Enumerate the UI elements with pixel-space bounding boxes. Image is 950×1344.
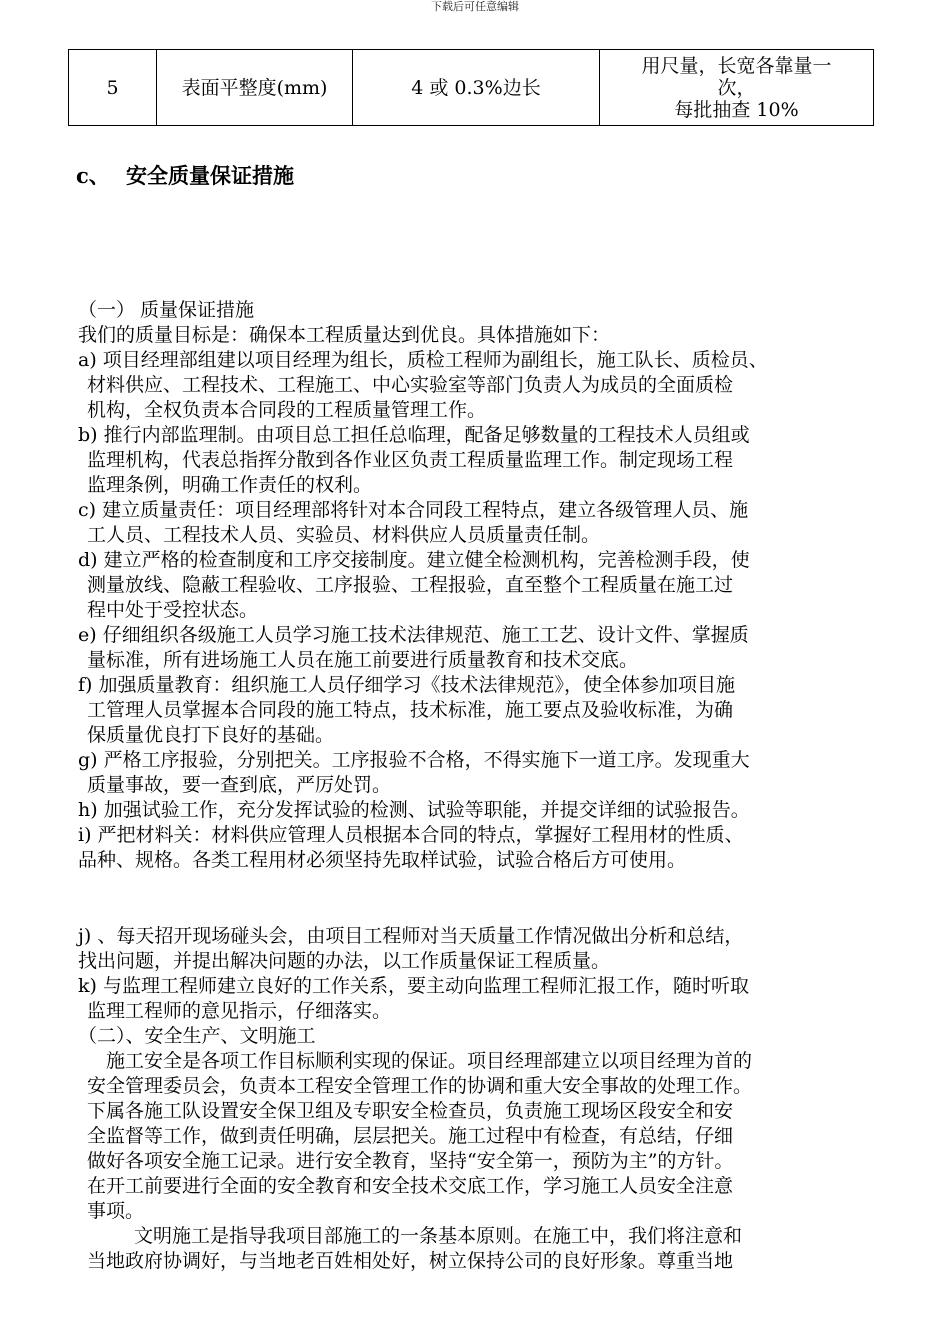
measure-line: 测量放线、隐蔽工程验收、工序报验、工程报验，直至整个工程质量在施工过 (87, 574, 734, 596)
quality-section-continued (78, 924, 878, 1274)
section-label: c、 (76, 163, 110, 188)
quality-section (78, 298, 878, 873)
measure-line: c) 建立质量责任：项目经理部将针对本合同段工程特点，建立各级管理人员、施 (78, 499, 749, 521)
measure-line: d) 建立严格的检查制度和工序交接制度。建立健全检测机构，完善检测手段，使 (78, 549, 750, 571)
paragraph-line: 下属各施工队设置安全保卫组及专职安全检查员，负责施工现场区段安全和安 (87, 1100, 734, 1122)
table-cell-index: 5 (69, 50, 157, 126)
page-header: 下载后可任意编辑 (431, 0, 519, 13)
measure-line: 材料供应、工程技术、工程施工、中心实验室等部门负责人为成员的全面质检 (87, 374, 734, 396)
civilized-construction-paragraph (78, 1224, 878, 1274)
safety-paragraph (78, 1049, 878, 1224)
measure-list (78, 348, 878, 873)
section-title: 安全质量保证措施 (126, 163, 294, 188)
measure-line: e) 仔细组织各级施工人员学习施工技术法律规范、施工工艺、设计文件、掌握质 (78, 624, 749, 646)
intro-line: 我们的质量目标是：确保本工程质量达到优良。具体措施如下： (78, 324, 611, 346)
paragraph-line: 全监督等工作，做到责任明确，层层把关。施工过程中有检查，有总结，仔细 (87, 1125, 734, 1147)
paragraph-line: 施工安全是各项工作目标顺利实现的保证。项目经理部建立以项目经理为首的 (106, 1050, 753, 1072)
measure-line: 工管理人员掌握本合同段的施工特点，技术标准，施工要点及验收标准，为确 (87, 699, 734, 721)
table-cell-item: 表面平整度(mm) (157, 50, 353, 126)
measure-line: 监理机构，代表总指挥分散到各作业区负责工程质量监理工作。制定现场工程 (87, 449, 734, 471)
subsection-heading: （一） 质量保证措施 (78, 299, 255, 321)
measure-line: 找出问题，并提出解决问题的办法，以工作质量保证工程质量。 (78, 950, 611, 972)
measure-line: a) 项目经理部组建以项目经理为组长，质检工程师为副组长，施工队长、质检员、 (78, 349, 768, 371)
measure-line: 机构，全权负责本合同段的工程质量管理工作。 (87, 399, 487, 421)
measure-line: b) 推行内部监理制。由项目总工担任总临理，配备足够数量的工程技术人员组或 (78, 424, 750, 446)
measure-line: k) 与监理工程师建立良好的工作关系，要主动向监理工程师汇报工作，随时听取 (78, 975, 749, 997)
measure-line: 质量事故，要一查到底，严厉处罚。 (87, 774, 392, 796)
measure-line: j) 、每天招开现场碰头会，由项目工程师对当天质量工作情况做出分析和总结， (78, 925, 744, 947)
measure-line: 量标准，所有进场施工人员在施工前要进行质量教育和技术交底。 (87, 649, 639, 671)
paragraph-line: 事项。 (87, 1200, 145, 1222)
paragraph-line: 做好各项安全施工记录。进行安全教育，坚持“安全第一，预防为主”的方针。 (87, 1150, 734, 1172)
method-line: 次， (717, 76, 756, 99)
measure-line: f) 加强质量教育：组织施工人员仔细学习《技术法律规范》，使全体参加项目施 (78, 674, 735, 696)
subsection-heading-2: （二）、安全生产、文明施工 (78, 1025, 316, 1047)
measure-line: 保质量优良打下良好的基础。 (87, 724, 335, 746)
spec-table (68, 49, 874, 126)
table-cell-method (600, 50, 874, 126)
paragraph-line: 在开工前要进行全面的安全教育和安全技术交底工作，学习施工人员安全注意 (87, 1175, 734, 1197)
table-cell-tolerance: 4 或 0.3%边长 (353, 50, 600, 126)
measure-line: 工人员、工程技术人员、实验员、材料供应人员质量责任制。 (87, 524, 601, 546)
paragraph-line: 安全管理委员会，负责本工程安全管理工作的协调和重大安全事故的处理工作。 (87, 1075, 753, 1097)
measure-line: 品种、规格。各类工程用材必须坚持先取样试验，试验合格后方可使用。 (78, 849, 687, 871)
measure-line: 监理条例，明确工作责任的权利。 (87, 474, 373, 496)
paragraph-line: 文明施工是指导我项目部施工的一条基本原则。在施工中，我们将注意和 (134, 1225, 743, 1247)
table-row (69, 50, 874, 126)
measure-line: 监理工程师的意见指示，仔细落实。 (87, 1000, 392, 1022)
paragraph-line: 当地政府协调好，与当地老百姓相处好，树立保持公司的良好形象。尊重当地 (87, 1250, 734, 1272)
method-line: 每批抽查 10% (674, 98, 799, 121)
measure-line: i) 严把材料关：材料供应管理人员根据本合同的特点，掌握好工程用材的性质、 (78, 824, 744, 846)
method-line: 用尺量，长宽各靠量一 (641, 54, 832, 77)
measure-line: g) 严格工序报验，分别把关。工序报验不合格，不得实施下一道工序。发现重大 (78, 749, 750, 771)
measure-line: 程中处于受控状态。 (87, 599, 259, 621)
section-heading (76, 162, 294, 190)
measure-line: h) 加强试验工作，充分发挥试验的检测、试验等职能，并提交详细的试验报告。 (78, 799, 750, 821)
